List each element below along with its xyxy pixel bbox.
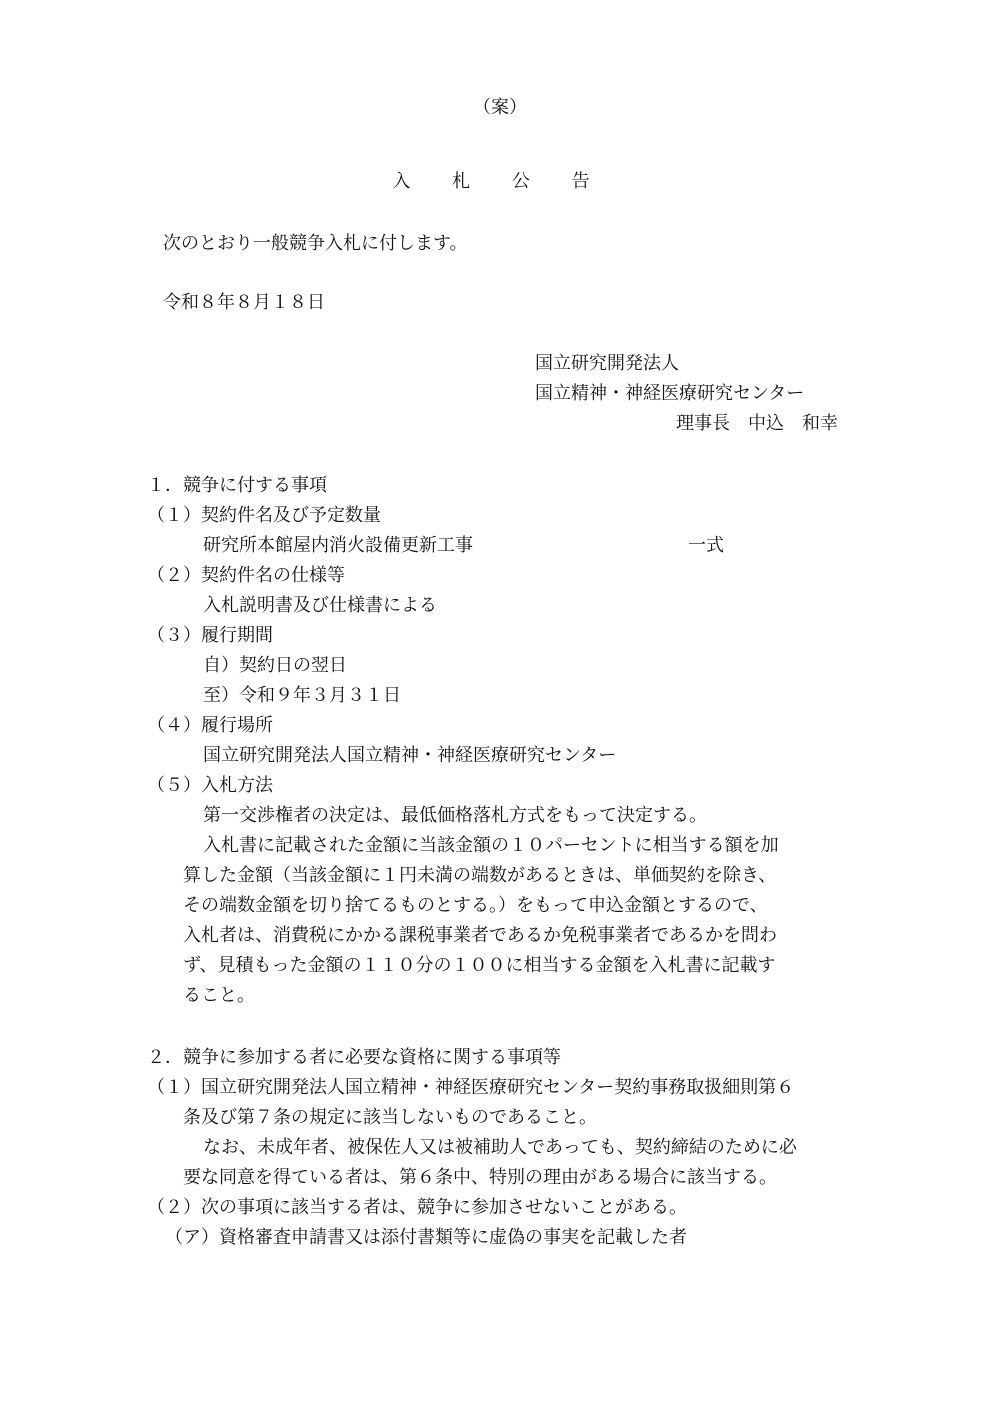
- draft-mark: （案）: [473, 97, 527, 118]
- bid-amount-line-3: その端数金額を切り捨てるものとする。）をもって申込金額とするので、: [183, 895, 768, 916]
- item-4-label: （４）履行場所: [147, 715, 273, 736]
- issuer-center: 国立精神・神経医療研究センター: [535, 383, 805, 404]
- item-3-label: （３）履行期間: [147, 625, 273, 646]
- period-to: 至）令和９年３月３１日: [203, 685, 401, 706]
- exclusion-item-a: （ア）資格審査申請書又は添付書類等に虚偽の事実を記載した者: [165, 1227, 687, 1248]
- exclusion-text: （２）次の事項に該当する者は、競争に参加させないことがある。: [147, 1197, 687, 1218]
- section-2-heading: ２．競争に参加する者に必要な資格に関する事項等: [147, 1047, 561, 1068]
- bid-amount-line-6: ること。: [183, 985, 255, 1006]
- intro-statement: 次のとおり一般競争入札に付します。: [163, 233, 468, 254]
- qualification-line-3: なお、未成年者、被保佐人又は被補助人であっても、契約締結のために必: [203, 1137, 797, 1158]
- page-title: 入 札 公 告: [392, 171, 608, 192]
- item-5-label: （５）入札方法: [147, 775, 273, 796]
- notice-date: 令和８年８月１８日: [163, 292, 325, 313]
- contract-name: 研究所本館屋内消火設備更新工事: [203, 535, 473, 556]
- qualification-line-2: 条及び第７条の規定に該当しないものであること。: [183, 1107, 597, 1128]
- spec-text: 入札説明書及び仕様書による: [203, 595, 437, 616]
- contract-quantity: 一式: [688, 535, 724, 556]
- section-1-heading: １．競争に付する事項: [147, 475, 327, 496]
- bid-amount-line-5: ず、見積もった金額の１１０分の１００に相当する金額を入札書に記載す: [183, 955, 776, 976]
- bid-amount-line-2: 算した金額（当該金額に１円未満の端数があるときは、単価契約を除き、: [183, 865, 777, 886]
- item-1-label: （１）契約件名及び予定数量: [147, 505, 381, 526]
- qualification-line-1: （１）国立研究開発法人国立精神・神経医療研究センター契約事務取扱細則第６: [147, 1077, 795, 1098]
- item-2-label: （２）契約件名の仕様等: [147, 565, 345, 586]
- period-from: 自）契約日の翌日: [203, 655, 347, 676]
- issuer-person: 理事長 中込 和幸: [676, 413, 838, 434]
- qualification-line-4: 要な同意を得ている者は、第６条中、特別の理由がある場合に該当する。: [183, 1167, 777, 1188]
- bid-method-text: 第一交渉権者の決定は、最低価格落札方式をもって決定する。: [203, 805, 707, 826]
- bid-amount-line-4: 入札者は、消費税にかかる課税事業者であるか免税事業者であるかを問わ: [183, 925, 777, 946]
- bid-amount-line-1: 入札書に記載された金額に当該金額の１０パーセントに相当する額を加: [203, 835, 779, 856]
- location-text: 国立研究開発法人国立精神・神経医療研究センター: [203, 745, 617, 766]
- issuer-organization: 国立研究開発法人: [535, 353, 679, 374]
